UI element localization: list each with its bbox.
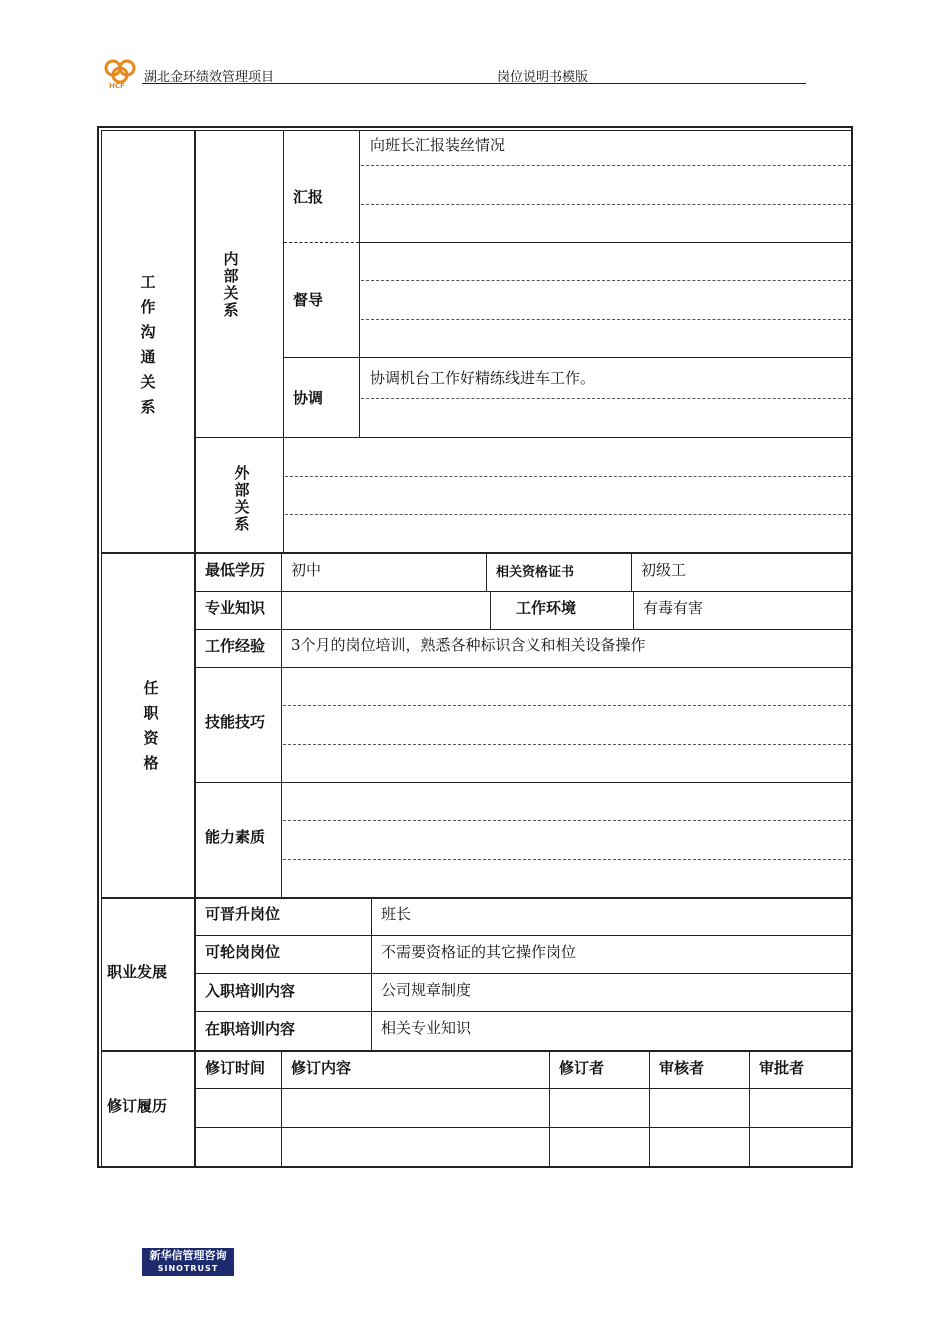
qual-col-2a [486,554,487,591]
report-label: 汇报 [293,188,324,206]
qual-row-4 [196,782,851,783]
inservice-training-label: 在职培训内容 [205,1020,296,1038]
report-dash-2 [361,204,851,205]
inservice-training-value: 相关专业知识 [381,1019,472,1037]
rotation-label: 可轮岗岗位 [205,943,281,961]
rev-col-3 [649,1052,650,1168]
report-supervise-split [359,242,851,243]
ability-dash-1 [283,820,851,821]
external-dash-2 [285,514,851,515]
environment-label: 工作环境 [516,599,577,617]
qual-col-2b [490,591,491,629]
supervise-dash-2 [361,319,851,320]
certificate-label: 相关资格证书 [496,565,575,580]
knowledge-label: 专业知识 [205,599,266,617]
ability-dash-2 [283,859,851,860]
supervise-label: 督导 [293,291,324,309]
promotion-value: 班长 [381,905,412,923]
revision-section-label: 修订履历 [107,1097,168,1115]
ability-label: 能力素质 [205,828,266,846]
header-rule [142,83,806,84]
table-left-border [97,126,99,1167]
education-value: 初中 [291,561,322,579]
experience-label: 工作经验 [205,637,266,655]
table-top-inner [101,130,851,131]
revision-col-reviser: 修订者 [559,1059,605,1077]
separator-revision [101,1050,851,1052]
onboard-training-value: 公司规章制度 [381,981,472,999]
supervise-dash-1 [361,280,851,281]
report-value: 向班长汇报装丝情况 [370,136,506,154]
internal-external-split [196,437,851,438]
report-dash-1 [361,165,851,166]
career-col-1 [371,899,372,1050]
report-label-split [284,242,359,243]
qual-col-3a [631,554,632,591]
career-row-2 [196,973,851,974]
career-row-3 [196,1011,851,1012]
communication-section-label: 工作沟通关系 [140,273,156,416]
external-relations-label: 外部关系 [234,464,250,533]
revision-col-content: 修订内容 [291,1059,352,1077]
qual-col-1 [281,554,282,897]
supervise-coordinate-split [284,357,851,358]
header-doc-title: 岗位说明书模版 [497,70,589,85]
education-label: 最低学历 [205,561,266,579]
revision-col-time: 修订时间 [205,1059,266,1077]
skills-dash-2 [283,744,851,745]
qual-row-2 [196,629,851,630]
separator-career [101,897,851,899]
qual-row-3 [196,667,851,668]
comm-col-1 [283,130,284,552]
footer-logo [142,1248,234,1276]
revision-col-reviewer: 审核者 [659,1059,705,1077]
onboard-training-label: 入职培训内容 [205,982,296,1000]
revision-col-approver: 审批者 [759,1059,805,1077]
rev-col-4 [749,1052,750,1168]
environment-value: 有毒有害 [643,599,704,617]
footer-logo-en: SINOTRUST [157,1264,219,1273]
rev-col-1 [281,1052,282,1168]
external-dash-1 [285,476,851,477]
coordinate-dash-1 [361,398,851,399]
coordinate-label: 协调 [293,389,324,407]
skills-label: 技能技巧 [205,713,266,731]
logo-text: HCF [109,82,125,90]
separator-qualification [101,552,851,554]
table-top-border [97,126,853,128]
coordinate-value: 协调机台工作好精练线进车工作。 [370,369,596,387]
rotation-value: 不需要资格证的其它操作岗位 [381,943,577,961]
career-section-label: 职业发展 [107,963,168,981]
career-row-1 [196,935,851,936]
skills-dash-1 [283,705,851,706]
rev-col-2 [549,1052,550,1168]
comm-col-2 [359,130,360,438]
certificate-value: 初级工 [641,561,687,579]
qualification-section-label: 任职资格 [143,679,159,772]
table-right-border [851,126,853,1167]
qual-row-1 [196,591,851,592]
table-left-inner [101,130,102,1166]
header-company: 湖北金环绩效管理项目 [144,70,275,85]
experience-value: 3个月的岗位培训，熟悉各种标识含义和相关设备操作 [291,636,646,654]
footer-logo-cn: 新华信管理咨询 [149,1249,227,1262]
table-bottom-border [97,1166,853,1168]
rev-row-1 [196,1088,851,1089]
rev-row-2 [196,1127,851,1128]
promotion-label: 可晋升岗位 [205,905,281,923]
internal-relations-label: 内部关系 [223,250,239,319]
company-logo [101,55,139,93]
qual-col-3b [633,591,634,629]
